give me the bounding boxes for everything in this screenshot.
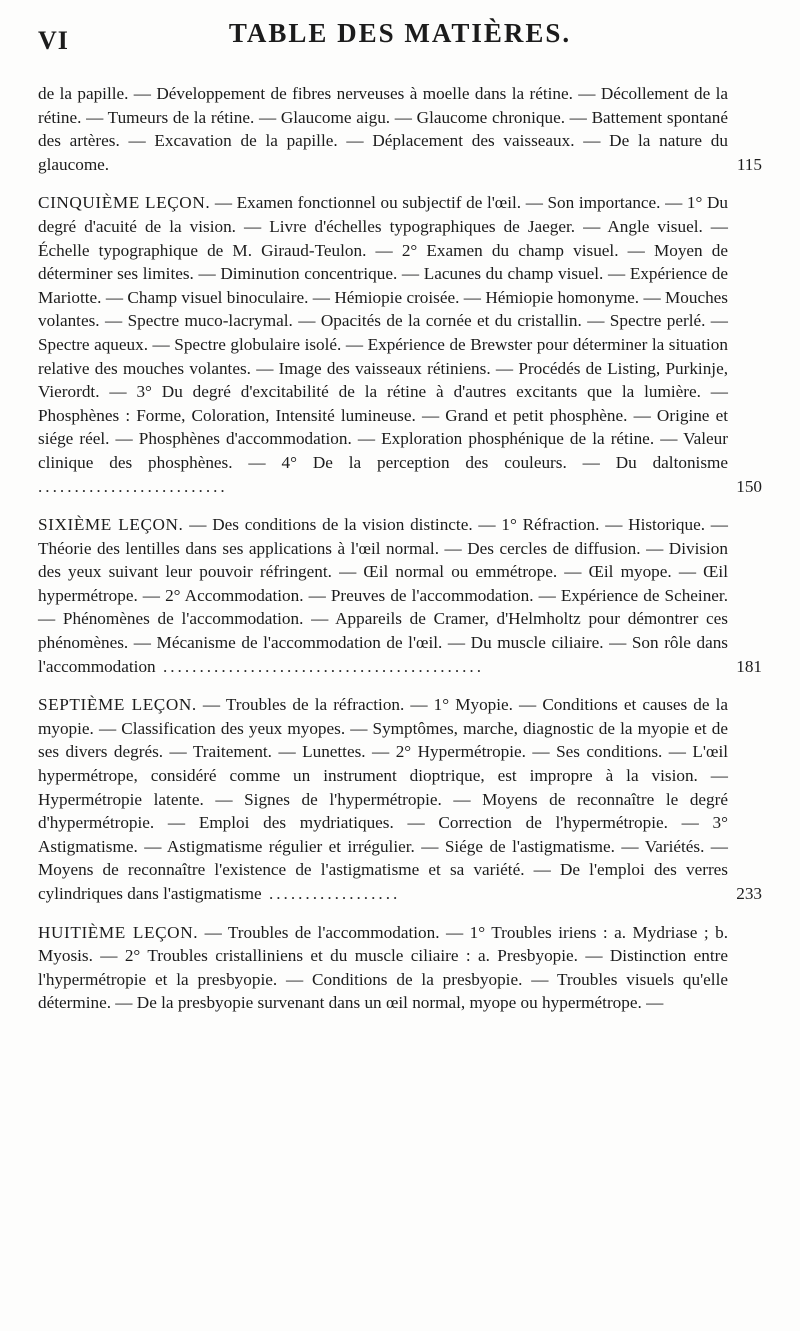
toc-entry-text: — Troubles de l'accommodation. — 1° Troubles iriens : a. Mydriase ; b. Myosis. — 2° Troubles cristalliniens et du muscle ciliaire : a. Presbyopie. — Distinction entre l'hypermétropie et la presbyopie. — Conditions de la presbyopie. — Troubles visuels qu'elle détermine. — De la presbyopie survenant dans un œil normal, myope ou hypermétrope. — bbox=[38, 922, 728, 1013]
toc-entry-text: — Troubles de la réfraction. — 1° Myopie. — Conditions et causes de la myopie. — Classification des yeux myopes. — Symptômes, marche, diagnostic de la myopie et de ses divers degrés. — Traitement. — Lunettes. — 2° Hypermétropie. — Ses conditions. — L'œil hypermétrope, considéré comme un instrument dioptrique, est impropre à la vision. — Hypermétropie latente. — Signes de l'hypermétropie. — Moyens de reconnaître le degré d'hypermétropie. — Emploi des mydriatiques. — Correction de l'hypermétropie. — 3° Astigmatisme. — Astigmatisme régulier et irrégulier. — Siége de l'astigmatisme. — Variétés. — Moyens de reconnaître l'existence de l'astigmatisme et sa variété. — De l'emploi des verres cylindriques dans l'astigmatisme bbox=[38, 695, 729, 903]
toc-entry-text: de la papille. — Développement de fibres nerveuses à moelle dans la rétine. — Décollement de la rétine. — Tumeurs de la rétine. — Glaucome aigu. — Glaucome chronique. — Battement spontané des artères. — Excavation de la papille. — Déplacement des vaisseaux. — De la nature du glaucome. bbox=[38, 84, 728, 174]
toc-entry-leaders: ............................................ bbox=[155, 656, 485, 676]
toc-entry bbox=[38, 191, 762, 498]
toc-entry-lesson: SIXIÈME LEÇON. bbox=[38, 515, 184, 535]
toc-entry-leaders: .......................... bbox=[38, 476, 228, 496]
toc-entry-text: — Examen fonctionnel ou subjectif de l'œil. — Son importance. — 1° Du degré d'acuité de la vision. — Livre d'échelles typographiques de Jaeger. — Angle visuel. — Échelle typographique de M. Giraud-Teulon. — 2° Examen du champ visuel. — Moyen de déterminer ses limites. — Diminution concentrique. — Lacunes du champ visuel. — Expérience de Mariotte. — Champ visuel binoculaire. — Hémiopie croisée. — Hémiopie homonyme. — Mouches volantes. — Spectre muco-lacrymal. — Opacités de la cornée et du cristallin. — Spectre perlé. — Spectre aqueux. — Spectre globulaire isolé. — Expérience de Brewster pour déterminer la situation relative des mouches volantes. — Image des vaisseaux rétiniens. — Procédés de Listing, Purkinje, Vierordt. — 3° Du degré d'excitabilité de la rétine à d'autres excitants que la lumière. — Phosphènes : Forme, Coloration, Intensité lumineuse. — Grand et petit phosphène. — Origine et siége réel. — Phosphènes d'accommodation. — Exploration phosphénique de la rétine. — Valeur clinique des phosphènes. — 4° De la perception des couleurs. — Du daltonisme bbox=[38, 193, 728, 472]
toc-entry-page: 115 bbox=[736, 154, 762, 174]
toc-entry-lesson: HUITIÈME LEÇON. bbox=[38, 922, 199, 942]
running-title: TABLE DES MATIÈRES. bbox=[228, 18, 572, 48]
toc-entry-page: 233 bbox=[736, 884, 762, 903]
table-of-contents bbox=[38, 82, 762, 1015]
page-header bbox=[38, 4, 762, 55]
toc-entry bbox=[38, 921, 762, 1015]
toc-entry bbox=[38, 513, 762, 678]
toc-entry-page: 181 bbox=[736, 656, 762, 676]
toc-entry-text: — Des conditions de la vision distincte. — 1° Réfraction. — Historique. — Théorie des lentilles dans ses applications à l'œil normal. — Des cercles de diffusion. — Division des yeux suivant leur pouvoir réfringent. — Œil normal ou emmétrope. — Œil myope. — Œil hypermétrope. — 2° Accommodation. — Preuves de l'accommodation. — Expérience de Scheiner. — Phénomènes de l'accommodation. — Appareils de Cramer, d'Helmholtz pour démontrer ces phénomènes. — Mécanisme de l'accommodation de l'œil. — Du muscle ciliaire. — Son rôle dans l'accommodation bbox=[38, 515, 728, 676]
toc-entry-lesson: CINQUIÈME LEÇON. bbox=[38, 193, 211, 213]
toc-entry bbox=[38, 82, 762, 176]
toc-entry-lesson: SEPTIÈME LEÇON. bbox=[38, 695, 197, 715]
toc-entry bbox=[38, 693, 762, 905]
toc-entry-leaders: .................. bbox=[261, 884, 401, 903]
page-folio: VI bbox=[38, 26, 69, 55]
toc-entry-page: 150 bbox=[736, 476, 762, 496]
